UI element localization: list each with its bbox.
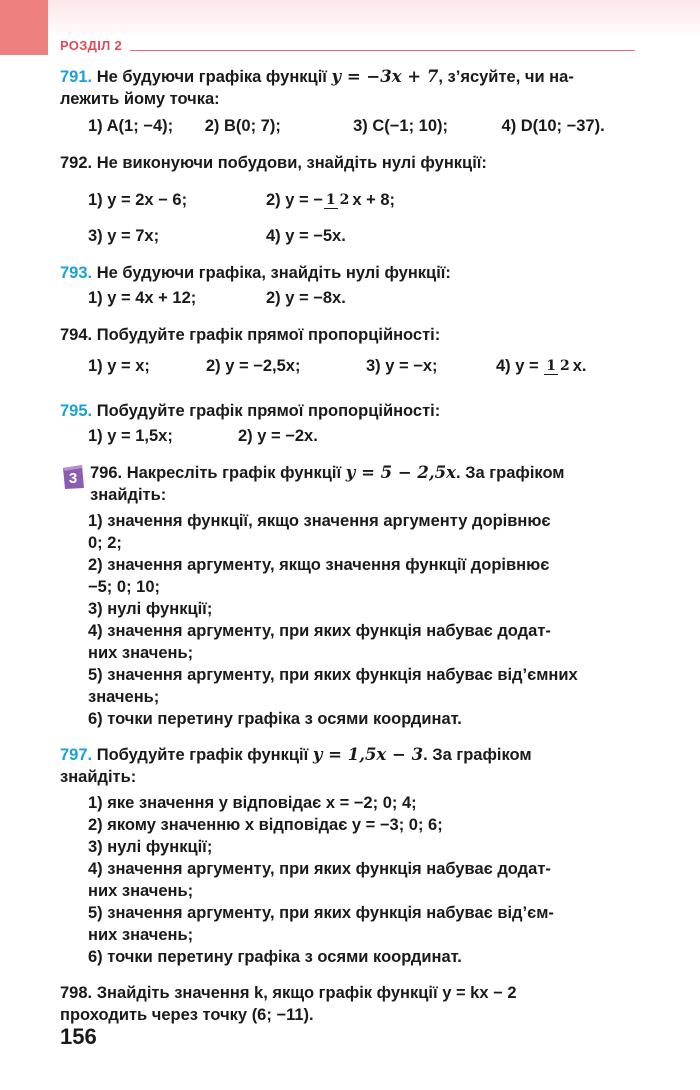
- subtask-1-cont: 0; 2;: [88, 534, 122, 552]
- exercise-text-cont: . За графіком: [423, 746, 532, 764]
- exercise-794: [60, 324, 640, 386]
- option-2: [266, 188, 466, 212]
- exercise-795: [60, 400, 640, 448]
- subtask-1: 1) значення функції, якщо значення аргументу дорівнює: [88, 512, 551, 530]
- exercise-number: 793.: [60, 264, 93, 282]
- header-band: [48, 0, 700, 38]
- option-2: 2) y = −8x.: [266, 289, 346, 307]
- exercise-792: [60, 152, 640, 248]
- subtask-4: 4) значення аргументу, при яких функція набуває додат-: [88, 622, 551, 640]
- exercise-796: [60, 462, 640, 730]
- function-formula: y = −3x + 7: [331, 67, 439, 86]
- option-4-prefix: 4) y =: [496, 357, 539, 375]
- exercise-number: 794.: [60, 326, 93, 344]
- subtask-1: 1) яке значення y відповідає x = −2; 0; 4;: [88, 794, 417, 812]
- level-3-icon: [60, 464, 86, 490]
- option-1: 1) A(1; −4);: [88, 117, 174, 135]
- exercise-text: Не будуючи графіка, знайдіть нулі функції:: [96, 264, 451, 282]
- denominator: 2: [560, 358, 570, 375]
- exercise-text-line2: лежить йому точка:: [60, 90, 220, 108]
- fraction: [324, 192, 352, 209]
- subtask-6: 6) точки перетину графіка з осями координат.: [88, 948, 462, 966]
- option-2: 2) B(0; 7);: [204, 117, 281, 135]
- exercise-number: 798.: [60, 984, 93, 1002]
- exercise-797: [60, 744, 640, 968]
- option-2: 2) y = −2,5x;: [206, 357, 301, 375]
- denominator: 2: [339, 192, 350, 209]
- subtask-4: 4) значення аргументу, при яких функція набуває додат-: [88, 860, 551, 878]
- numerator: 1: [546, 358, 556, 375]
- exercise-text: Побудуйте графік прямої пропорційності:: [96, 402, 441, 420]
- exercise-text-cont: . За графіком: [455, 464, 565, 482]
- section-title: РОЗДІЛ 2: [60, 38, 122, 53]
- function-formula: y = 1,5x − 3: [312, 745, 424, 764]
- option-4: [496, 354, 587, 378]
- option-1: 1) y = 2x − 6;: [88, 191, 188, 209]
- exercise-number: 797.: [60, 746, 93, 764]
- exercise-text: Не будуючи графіка функції: [96, 68, 327, 86]
- page-content: [60, 66, 640, 1036]
- exercise-793: [60, 262, 640, 310]
- option-4: 4) y = −5x.: [266, 227, 346, 245]
- exercise-text-line2: знайдіть:: [60, 768, 137, 786]
- exercise-number: 795.: [60, 402, 93, 420]
- subtask-5-cont: значень;: [88, 688, 160, 706]
- subtask-2: 2) значення аргументу, якщо значення функції дорівнює: [88, 556, 550, 574]
- exercise-number: 796.: [90, 464, 123, 482]
- exercise-text-cont: , з’ясуйте, чи на-: [438, 68, 574, 86]
- subtask-4-cont: них значень;: [88, 882, 194, 900]
- exercise-text: Накресліть графік функції: [126, 464, 342, 482]
- page-number: 156: [60, 1024, 97, 1049]
- subtask-5: 5) значення аргументу, при яких функція набуває від’ємних: [88, 666, 578, 684]
- exercise-number: 791.: [60, 68, 93, 86]
- subtask-6: 6) точки перетину графіка з осями координат.: [88, 710, 462, 728]
- subtask-2: 2) якому значенню x відповідає y = −3; 0; 6;: [88, 816, 443, 834]
- option-1: 1) y = 4x + 12;: [88, 289, 197, 307]
- subtask-3: 3) нулі функції;: [88, 838, 213, 856]
- svg-text:3: 3: [68, 470, 78, 487]
- section-rule: [130, 50, 635, 51]
- option-1: 1) y = 1,5x;: [88, 427, 173, 445]
- exercise-text: Побудуйте графік прямої пропорційності:: [96, 326, 441, 344]
- exercise-text-line2: проходить через точку (6; −11).: [60, 1006, 314, 1024]
- numerator: 1: [325, 192, 336, 209]
- exercise-text: Не виконуючи побудови, знайдіть нулі функції:: [96, 154, 487, 172]
- subtask-4-cont: них значень;: [88, 644, 194, 662]
- subtask-5: 5) значення аргументу, при яких функція набуває від’єм-: [88, 904, 554, 922]
- function-formula: y = 5 − 2,5x: [345, 463, 456, 482]
- option-3: 3) y = 7x;: [88, 227, 160, 245]
- subtask-5-cont: них значень;: [88, 926, 194, 944]
- exercise-791: [60, 66, 640, 138]
- exercise-text-line2: знайдіть:: [90, 486, 167, 504]
- option-1: 1) y = x;: [88, 357, 150, 375]
- exercise-text: Побудуйте графік функції: [96, 746, 309, 764]
- option-2-prefix: 2) y = −: [266, 191, 323, 209]
- exercise-text: Знайдіть значення k, якщо графік функції y = kx − 2: [96, 984, 517, 1002]
- fraction: [544, 358, 572, 375]
- option-2-suffix: x + 8;: [352, 191, 396, 209]
- option-4-suffix: x.: [572, 357, 587, 375]
- option-3: 3) y = −x;: [366, 357, 438, 375]
- exercise-number: 792.: [60, 154, 93, 172]
- option-3: 3) C(−1; 10);: [353, 117, 449, 135]
- corner-accent: [0, 0, 48, 55]
- subtask-3: 3) нулі функції;: [88, 600, 213, 618]
- option-4: 4) D(10; −37).: [501, 117, 605, 135]
- exercise-798: [60, 982, 640, 1026]
- option-2: 2) y = −2x.: [238, 427, 318, 445]
- subtask-2-cont: −5; 0; 10;: [88, 578, 160, 596]
